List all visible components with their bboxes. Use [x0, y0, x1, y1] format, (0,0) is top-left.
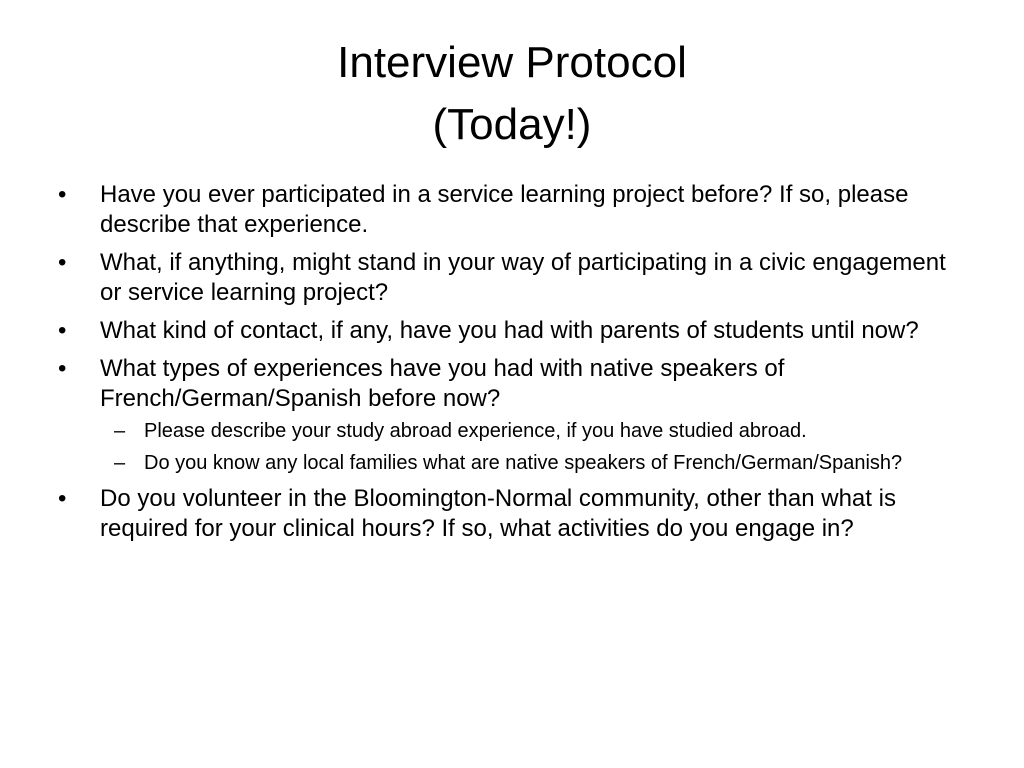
bullet-marker: •: [58, 249, 67, 276]
bullet-item: [56, 354, 966, 476]
title-line-2: (Today!): [432, 99, 592, 149]
bullet-text: Have you ever participated in a service learning project before? If so, please describe that experience.: [100, 181, 909, 238]
sub-bullet-item: [100, 418, 966, 444]
bullet-text: What kind of contact, if any, have you had with parents of students until now?: [100, 317, 919, 344]
sub-bullet-marker: –: [114, 452, 126, 474]
bullet-list: [56, 180, 966, 552]
bullet-marker: •: [58, 355, 67, 382]
bullet-item: [56, 248, 966, 308]
bullet-marker: •: [58, 181, 67, 208]
bullet-marker: •: [58, 485, 67, 512]
bullet-item: [56, 316, 966, 346]
bullet-item: [56, 484, 966, 544]
bullet-item: [56, 180, 966, 240]
sub-bullet-marker: –: [114, 420, 126, 442]
title-line-1: Interview Protocol: [337, 38, 687, 87]
bullet-text: What, if anything, might stand in your way of participating in a civic engagement or service learning project?: [100, 249, 946, 306]
slide-title: [0, 32, 1024, 155]
sub-bullet-list: [100, 418, 966, 476]
bullet-text: What types of experiences have you had with native speakers of French/German/Spanish before now?: [100, 355, 785, 412]
bullet-text: Do you volunteer in the Bloomington-Normal community, other than what is required for your clinical hours? If so, what activities do you engage in?: [100, 485, 896, 542]
sub-bullet-text: Please describe your study abroad experience, if you have studied abroad.: [144, 420, 807, 442]
sub-bullet-text: Do you know any local families what are native speakers of French/German/Spanish?: [144, 452, 903, 474]
sub-bullet-item: [100, 450, 966, 476]
bullet-marker: •: [58, 317, 67, 344]
